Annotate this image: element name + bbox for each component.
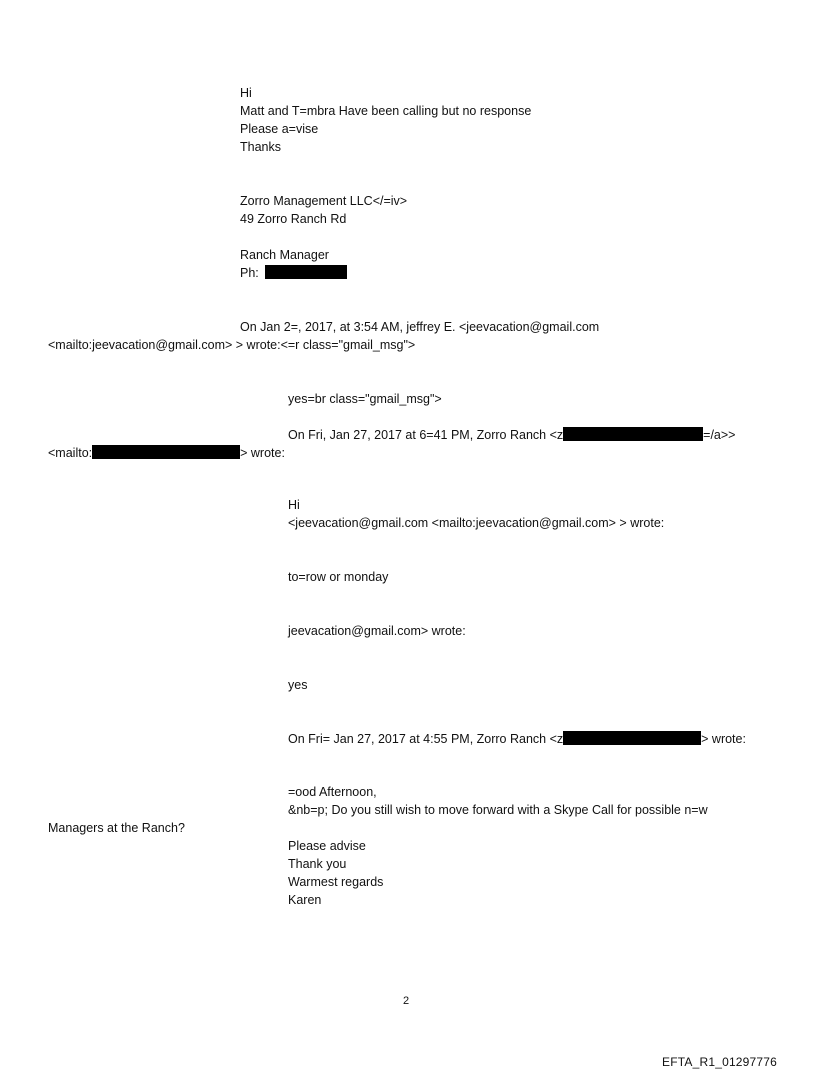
reply-yes: yes=br class="gmail_msg"> — [288, 392, 442, 406]
reply-header-line — [288, 730, 746, 748]
header-suffix: =/a>> — [703, 428, 736, 442]
header-suffix: > wrote: — [701, 732, 746, 746]
header-prefix: On Fri, Jan 27, 2017 at 6=41 PM, Zorro Ranch <z — [288, 428, 564, 442]
greeting-hi: Hi — [288, 498, 300, 512]
reply-header-line: On Jan 2=, 2017, at 3:54 AM, jeffrey E. <jeevacation@gmail.com — [240, 320, 600, 334]
body-line: &nb=p; Do you still wish to move forward with a Skype Call for possible n=w — [288, 803, 708, 817]
signature-title: Ranch Manager — [240, 248, 329, 262]
reply-header-line: <mailto:jeevacation@gmail.com> > wrote:<=r class="gmail_msg"> — [48, 338, 416, 352]
redaction-bar — [265, 265, 347, 279]
body-line: =ood Afternoon, — [288, 785, 377, 799]
reply-header-line — [288, 426, 735, 444]
phone-label: Ph: — [240, 266, 259, 280]
header-prefix: On Fri= Jan 27, 2017 at 4:55 PM, Zorro Ranch <z — [288, 732, 564, 746]
body-line: Karen — [288, 893, 322, 907]
body-line: Managers at the Ranch? — [48, 821, 185, 835]
page-number: 2 — [403, 995, 410, 1007]
body-line: Please advise — [288, 839, 366, 853]
body-line: Thank you — [288, 857, 347, 871]
greeting-hi: Hi — [240, 86, 252, 100]
signature-company: Zorro Management LLC</=iv> — [240, 194, 408, 208]
body-line: to=row or monday — [288, 570, 389, 584]
redaction-bar — [563, 427, 703, 441]
signature-phone — [240, 264, 347, 282]
mailto-suffix: > wrote: — [240, 446, 285, 460]
document-id: EFTA_R1_01297776 — [662, 1055, 778, 1069]
reply-header-line — [48, 444, 285, 462]
body-line: Thanks — [240, 140, 281, 154]
body-line: Warmest regards — [288, 875, 384, 889]
redaction-bar — [92, 445, 240, 459]
body-line: yes — [288, 678, 308, 692]
body-line: Matt and T=mbra Have been calling but no response — [240, 104, 532, 118]
redaction-bar — [563, 731, 701, 745]
body-line: Please a=vise — [240, 122, 319, 136]
body-line: jeevacation@gmail.com> wrote: — [288, 624, 466, 638]
mailto-prefix: <mailto: — [48, 446, 93, 460]
signature-address: 49 Zorro Ranch Rd — [240, 212, 347, 226]
body-line: <jeevacation@gmail.com <mailto:jeevacation@gmail.com> > wrote: — [288, 516, 665, 530]
